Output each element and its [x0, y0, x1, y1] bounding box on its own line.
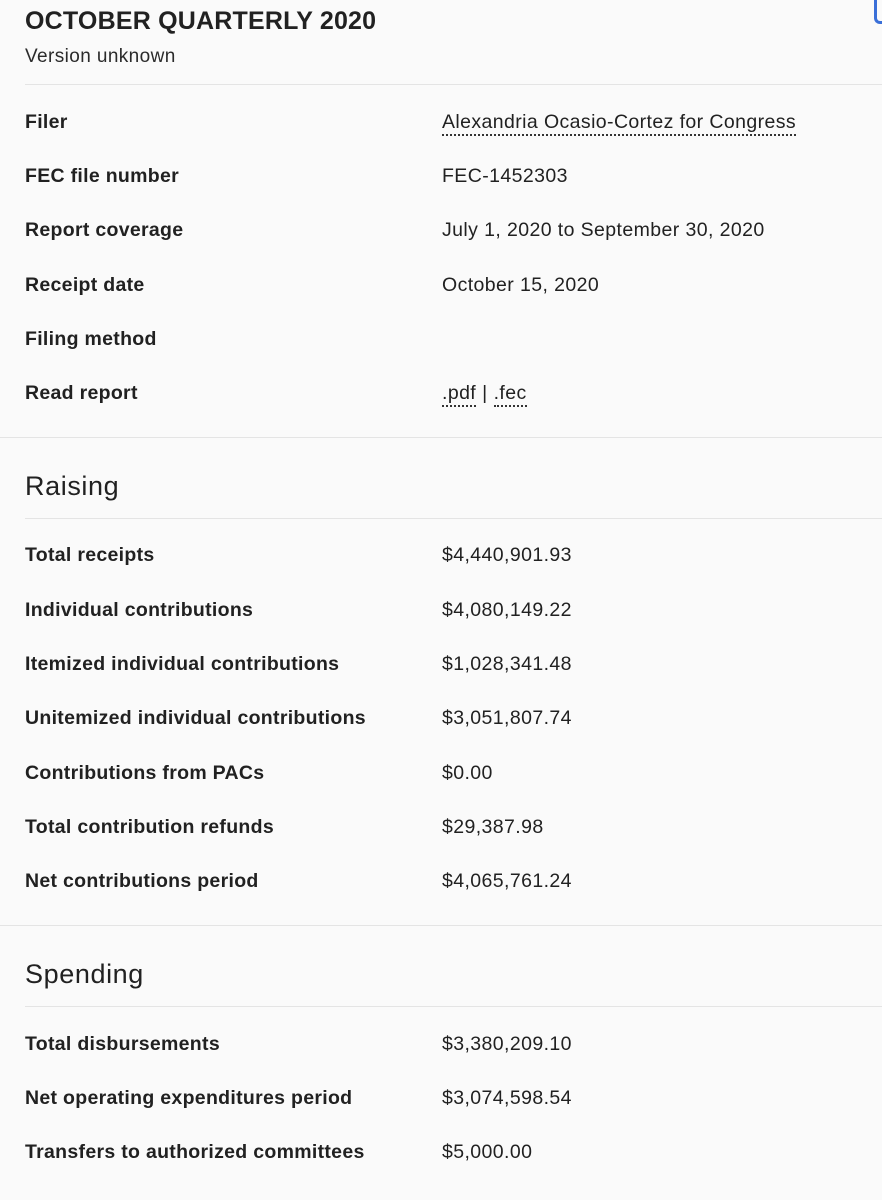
fec-file-row	[0, 149, 882, 203]
fec-file-label: FEC file number	[25, 164, 180, 187]
row-label: Total receipts	[25, 544, 155, 567]
spending-title: Spending	[25, 958, 144, 989]
table-row	[0, 692, 882, 746]
row-value: $0.00	[442, 761, 493, 784]
receipt-row	[0, 258, 882, 312]
filer-value	[442, 111, 796, 134]
row-label: Total contribution refunds	[25, 815, 274, 838]
row-value: $5,000.00	[442, 1141, 533, 1164]
table-row	[0, 1071, 882, 1125]
row-value: $3,380,209.10	[442, 1032, 572, 1055]
row-value: $3,074,598.54	[442, 1086, 572, 1109]
corner-accent	[874, 0, 882, 24]
spending-rows	[0, 1007, 882, 1180]
report-version: Version unknown	[25, 46, 176, 67]
coverage-label: Report coverage	[25, 219, 184, 242]
row-value: $4,080,149.22	[442, 598, 572, 621]
row-label: Individual contributions	[25, 598, 254, 621]
table-row	[0, 746, 882, 800]
link-separator: |	[482, 382, 488, 405]
row-label: Total disbursements	[25, 1032, 220, 1055]
table-row	[0, 529, 882, 583]
coverage-value: July 1, 2020 to September 30, 2020	[442, 219, 765, 242]
table-row	[0, 1125, 882, 1179]
read-report-label: Read report	[25, 382, 138, 405]
row-label: Contributions from PACs	[25, 761, 265, 784]
row-value: $4,065,761.24	[442, 870, 572, 893]
table-row	[0, 800, 882, 854]
row-label: Itemized individual contributions	[25, 653, 340, 676]
row-label: Net operating expenditures period	[25, 1086, 353, 1109]
raising-rows	[0, 519, 882, 909]
fec-file-value: FEC-1452303	[442, 164, 568, 187]
filer-row	[0, 95, 882, 149]
table-row	[0, 1017, 882, 1071]
filing-details	[0, 85, 882, 421]
row-label: Transfers to authorized committees	[25, 1141, 365, 1164]
coverage-row	[0, 204, 882, 258]
read-report-row	[0, 366, 882, 420]
method-row	[0, 312, 882, 366]
row-label: Unitemized individual contributions	[25, 707, 366, 730]
row-value: $1,028,341.48	[442, 653, 572, 676]
row-value: $29,387.98	[442, 815, 544, 838]
row-value: $4,440,901.93	[442, 544, 572, 567]
report-header	[0, 0, 882, 69]
receipt-value: October 15, 2020	[442, 273, 600, 296]
receipt-label: Receipt date	[25, 273, 145, 296]
fec-link[interactable]: .fec	[494, 382, 527, 407]
filer-label: Filer	[25, 110, 68, 133]
raising-title: Raising	[25, 470, 120, 501]
read-report-links	[442, 382, 527, 405]
filer-link[interactable]: Alexandria Ocasio-Cortez for Congress	[442, 111, 796, 136]
table-row	[0, 637, 882, 691]
row-value: $3,051,807.74	[442, 707, 572, 730]
pdf-link[interactable]: .pdf	[442, 382, 476, 407]
report-title: OCTOBER QUARTERLY 2020	[25, 7, 377, 35]
method-label: Filing method	[25, 327, 157, 350]
table-row	[0, 855, 882, 909]
table-row	[0, 583, 882, 637]
row-label: Net contributions period	[25, 870, 259, 893]
